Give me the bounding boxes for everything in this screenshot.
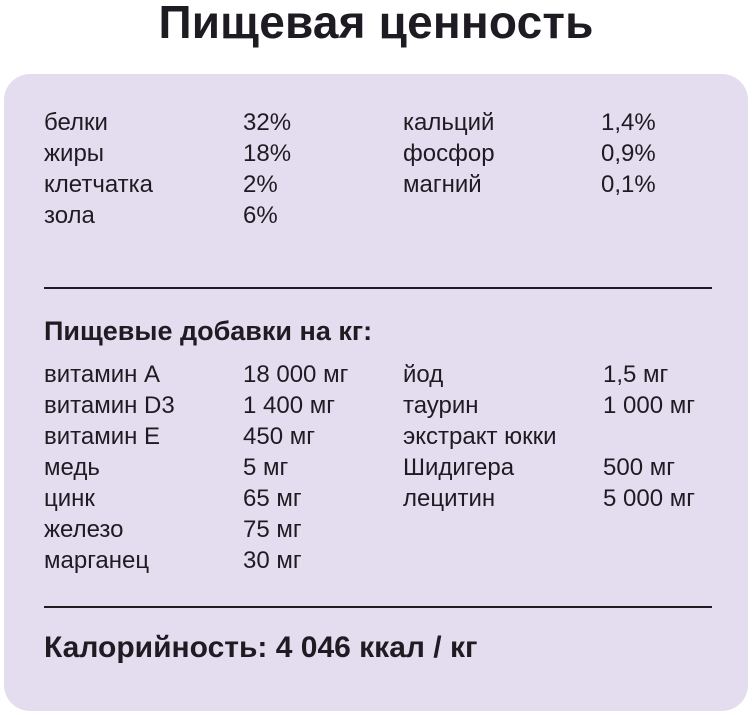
nutrient-value: 32% bbox=[243, 109, 292, 136]
nutrient-name: Шидигера bbox=[403, 454, 515, 481]
nutrient-name: йод bbox=[403, 361, 444, 388]
nutrient-name: белки bbox=[44, 109, 108, 136]
nutrient-value: 6% bbox=[243, 202, 278, 229]
divider bbox=[44, 287, 712, 289]
nutrient-name: жиры bbox=[44, 140, 105, 167]
additives-heading: Пищевые добавки на кг: bbox=[44, 316, 373, 346]
nutrient-value: 75 мг bbox=[243, 516, 302, 543]
nutrient-name: магний bbox=[403, 171, 482, 198]
nutrient-value: 1 000 мг bbox=[603, 392, 695, 419]
nutrient-value: 0,1% bbox=[601, 171, 656, 198]
nutrient-name: таурин bbox=[403, 392, 479, 419]
nutrient-name: витамин D3 bbox=[44, 392, 175, 419]
divider bbox=[44, 606, 712, 608]
nutrient-name: железо bbox=[44, 516, 124, 543]
nutrient-value: 1 400 мг bbox=[243, 392, 335, 419]
nutrient-name: медь bbox=[44, 454, 100, 481]
nutrient-value: 1,5 мг bbox=[603, 361, 669, 388]
nutrient-value: 5 000 мг bbox=[603, 485, 695, 512]
calories-total: Калорийность: 4 046 ккал / кг bbox=[44, 631, 478, 664]
nutrient-value: 30 мг bbox=[243, 547, 302, 574]
nutrient-value: 1,4% bbox=[601, 109, 656, 136]
nutrient-value: 18% bbox=[243, 140, 292, 167]
nutrient-name: лецитин bbox=[403, 485, 496, 512]
nutrient-name: экстракт юкки bbox=[403, 423, 557, 450]
nutrient-value: 450 мг bbox=[243, 423, 315, 450]
nutrient-value: 500 мг bbox=[603, 454, 675, 481]
nutrient-name: кальций bbox=[403, 109, 495, 136]
nutrient-value: 2% bbox=[243, 171, 278, 198]
nutrient-value: 0,9% bbox=[601, 140, 656, 167]
nutrient-name: марганец bbox=[44, 547, 150, 574]
nutrient-name: фосфор bbox=[403, 140, 495, 167]
page-title: Пищевая ценность bbox=[158, 0, 594, 48]
nutrient-value: 5 мг bbox=[243, 454, 289, 481]
nutrient-name: витамин E bbox=[44, 423, 161, 450]
nutrient-name: клетчатка bbox=[44, 171, 154, 198]
nutrient-name: витамин A bbox=[44, 361, 161, 388]
nutrient-name: зола bbox=[44, 202, 95, 229]
nutrient-value: 65 мг bbox=[243, 485, 302, 512]
nutrient-value: 18 000 мг bbox=[243, 361, 349, 388]
nutrient-name: цинк bbox=[44, 485, 95, 512]
